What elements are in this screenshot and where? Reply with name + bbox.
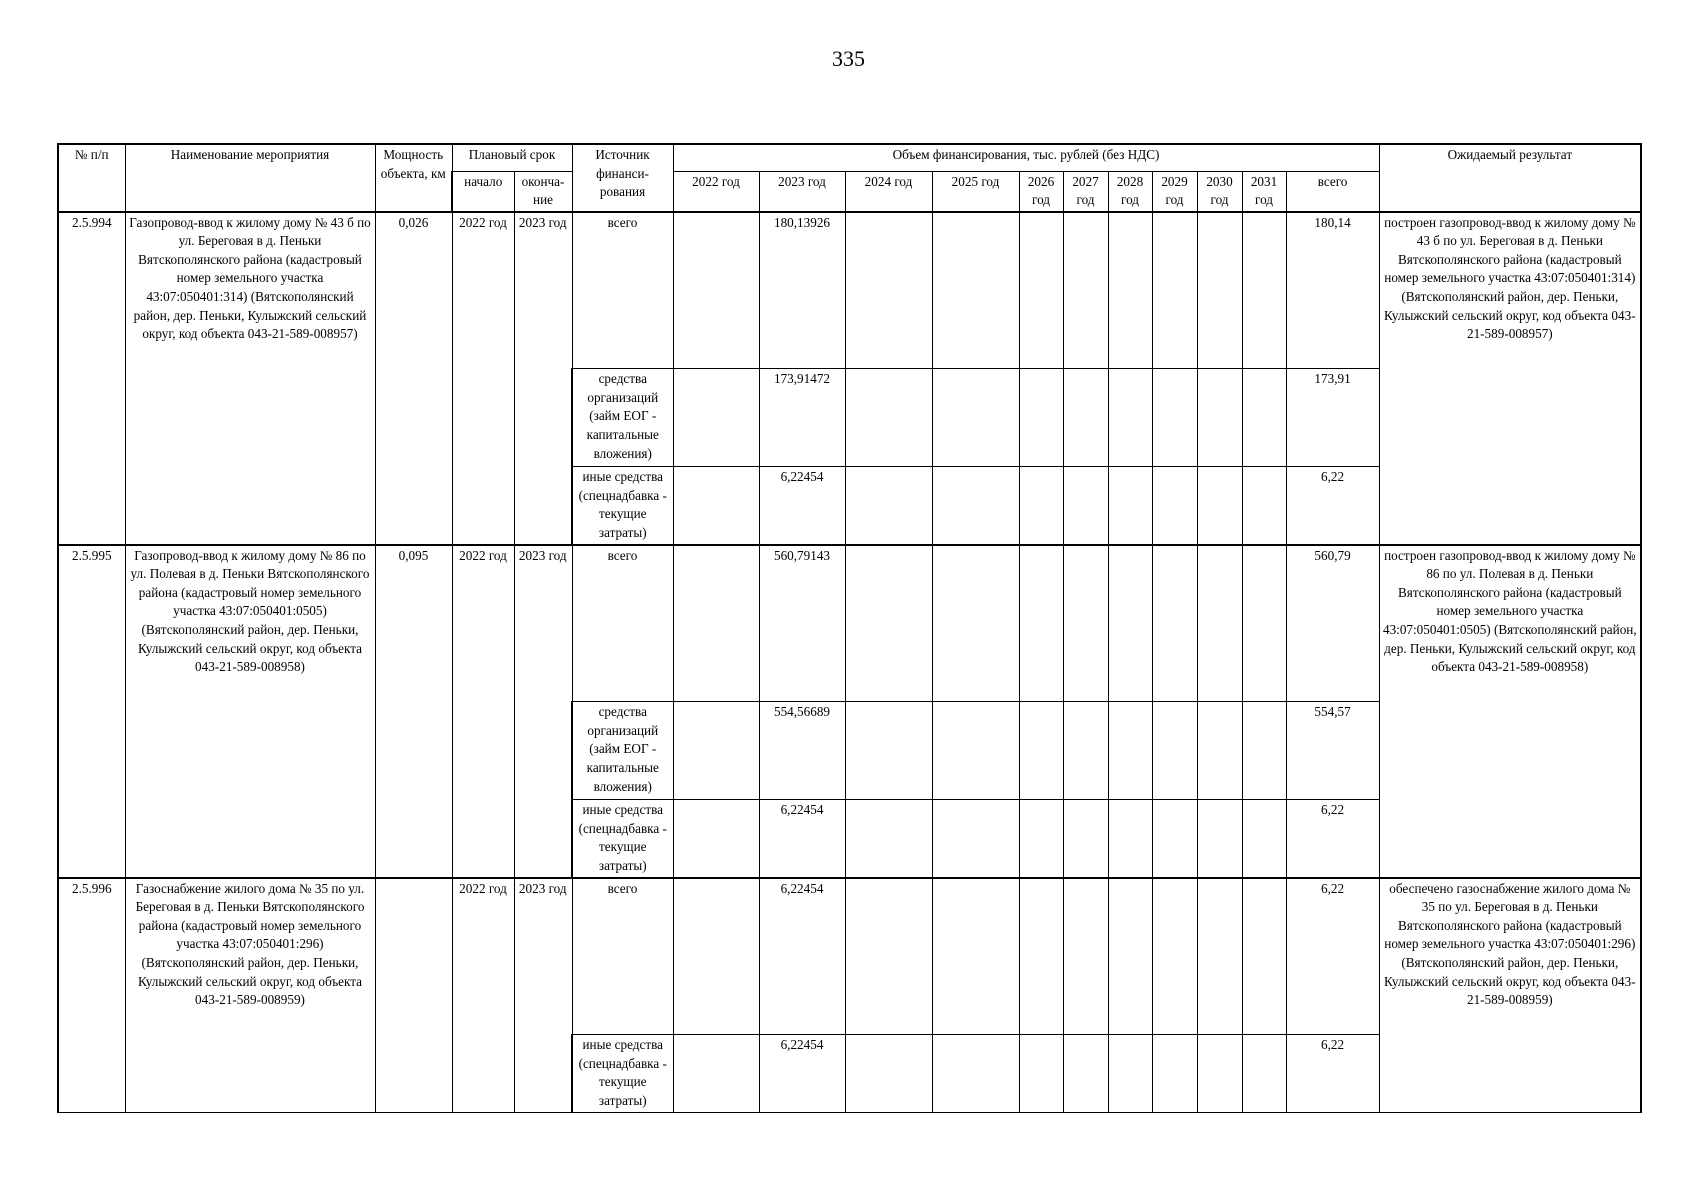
cell-2022 [673, 702, 759, 800]
cell-2025 [932, 545, 1019, 702]
header-term: Плановый срок [452, 144, 572, 171]
header-capacity: Мощность объекта, км [375, 144, 452, 212]
cell-2023: 6,22454 [759, 800, 845, 878]
cell-total: 6,22 [1286, 1035, 1379, 1113]
cell-2023: 6,22454 [759, 878, 845, 1035]
row-name: Газоснабжение жилого дома № 35 по ул. Береговая в д. Пеньки Вятскополянского района (кадастровый номер земельного участка 43:07:050401:296) (Вятскополянский район, дер. Пеньки, Кулыжский сельский округ, код объекта 043-21-589-008959) [125, 878, 375, 1113]
cell-2030 [1197, 702, 1242, 800]
header-year: 2029 год [1152, 171, 1197, 212]
row-source: иные средства (спецнадбавка - текущие затраты) [572, 467, 673, 545]
cell-2023: 180,13926 [759, 212, 845, 369]
cell-2027 [1063, 878, 1108, 1035]
cell-2023: 554,56689 [759, 702, 845, 800]
cell-2023: 173,91472 [759, 369, 845, 467]
cell-2029 [1152, 212, 1197, 369]
row-source: иные средства (спецнадбавка - текущие затраты) [572, 800, 673, 878]
row-num: 2.5.994 [58, 212, 125, 545]
cell-2022 [673, 878, 759, 1035]
row-capacity: 0,026 [375, 212, 452, 545]
header-year: 2027 год [1063, 171, 1108, 212]
header-source: Источник финанси-рования [572, 144, 673, 212]
cell-2031 [1242, 878, 1286, 1035]
row-source: всего [572, 878, 673, 1035]
cell-2030 [1197, 467, 1242, 545]
cell-2026 [1019, 212, 1063, 369]
header-year: 2023 год [759, 171, 845, 212]
cell-2025 [932, 369, 1019, 467]
cell-2029 [1152, 878, 1197, 1035]
cell-2023: 560,79143 [759, 545, 845, 702]
funding-table [57, 143, 1642, 1113]
header-year: 2025 год [932, 171, 1019, 212]
cell-2031 [1242, 800, 1286, 878]
row-start: 2022 год [452, 212, 514, 545]
cell-total: 6,22 [1286, 800, 1379, 878]
row-start: 2022 год [452, 545, 514, 878]
cell-total: 6,22 [1286, 878, 1379, 1035]
cell-2028 [1108, 545, 1152, 702]
cell-2025 [932, 1035, 1019, 1113]
row-end: 2023 год [514, 545, 572, 878]
header-name: Наименование мероприятия [125, 144, 375, 212]
cell-2028 [1108, 467, 1152, 545]
cell-2031 [1242, 545, 1286, 702]
header-year: 2030 год [1197, 171, 1242, 212]
row-result: обеспечено газоснабжение жилого дома № 35 по ул. Береговая в д. Пеньки Вятскополянского района (кадастровый номер земельного участка 43:07:050401:296) (Вятскополянский район, дер. Пеньки, Кулыжский сельский округ, код объекта 043-21-589-008959) [1379, 878, 1641, 1113]
cell-2027 [1063, 1035, 1108, 1113]
cell-2028 [1108, 212, 1152, 369]
cell-2026 [1019, 702, 1063, 800]
cell-2027 [1063, 702, 1108, 800]
cell-2022 [673, 545, 759, 702]
header-year: 2026 год [1019, 171, 1063, 212]
cell-2024 [845, 212, 932, 369]
cell-2028 [1108, 369, 1152, 467]
header-year: 2028 год [1108, 171, 1152, 212]
cell-2024 [845, 878, 932, 1035]
header-result: Ожидаемый результат [1379, 144, 1641, 212]
header-funding: Объем финансирования, тыс. рублей (без НДС) [673, 144, 1379, 171]
header-total: всего [1286, 171, 1379, 212]
row-source: всего [572, 212, 673, 369]
cell-2028 [1108, 702, 1152, 800]
cell-2024 [845, 800, 932, 878]
row-source: средства организаций (займ ЕОГ - капитальные вложения) [572, 702, 673, 800]
cell-2027 [1063, 545, 1108, 702]
cell-2029 [1152, 800, 1197, 878]
cell-2025 [932, 800, 1019, 878]
row-source: всего [572, 545, 673, 702]
cell-2029 [1152, 369, 1197, 467]
cell-2022 [673, 1035, 759, 1113]
cell-2023: 6,22454 [759, 1035, 845, 1113]
header-term-end: оконча-ние [514, 171, 572, 212]
cell-2029 [1152, 467, 1197, 545]
cell-2030 [1197, 1035, 1242, 1113]
cell-2027 [1063, 212, 1108, 369]
row-capacity: 0,095 [375, 545, 452, 878]
cell-2024 [845, 545, 932, 702]
cell-total: 180,14 [1286, 212, 1379, 369]
cell-2025 [932, 212, 1019, 369]
header-year: 2024 год [845, 171, 932, 212]
row-result: построен газопровод-ввод к жилому дому № 86 по ул. Полевая в д. Пеньки Вятскополянского района (кадастровый номер земельного участка 43:07:050401:0505) (Вятскополянский район, дер. Пеньки, Кулыжский сельский округ, код объекта 043-21-589-008958) [1379, 545, 1641, 878]
cell-2022 [673, 467, 759, 545]
cell-2024 [845, 1035, 932, 1113]
table-row [58, 212, 1641, 369]
row-name: Газопровод-ввод к жилому дому № 86 по ул. Полевая в д. Пеньки Вятскополянского района (кадастровый номер земельного участка 43:07:050401:0505) (Вятскополянский район, дер. Пеньки, Кулыжский сельский округ, код объекта 043-21-589-008958) [125, 545, 375, 878]
cell-2024 [845, 467, 932, 545]
cell-2026 [1019, 800, 1063, 878]
cell-2026 [1019, 1035, 1063, 1113]
cell-2031 [1242, 1035, 1286, 1113]
cell-2030 [1197, 369, 1242, 467]
cell-total: 554,57 [1286, 702, 1379, 800]
cell-2022 [673, 369, 759, 467]
row-num: 2.5.995 [58, 545, 125, 878]
row-source: средства организаций (займ ЕОГ - капитальные вложения) [572, 369, 673, 467]
cell-2030 [1197, 800, 1242, 878]
cell-2031 [1242, 702, 1286, 800]
row-end: 2023 год [514, 212, 572, 545]
cell-2031 [1242, 369, 1286, 467]
table-row [58, 878, 1641, 1035]
page-number: 335 [832, 46, 865, 71]
header-year: 2031 год [1242, 171, 1286, 212]
cell-2029 [1152, 1035, 1197, 1113]
cell-total: 560,79 [1286, 545, 1379, 702]
cell-2030 [1197, 545, 1242, 702]
cell-2030 [1197, 878, 1242, 1035]
cell-2030 [1197, 212, 1242, 369]
cell-2025 [932, 467, 1019, 545]
cell-2025 [932, 878, 1019, 1035]
row-capacity [375, 878, 452, 1113]
cell-2031 [1242, 467, 1286, 545]
cell-2028 [1108, 1035, 1152, 1113]
cell-2022 [673, 800, 759, 878]
row-num: 2.5.996 [58, 878, 125, 1113]
cell-2027 [1063, 800, 1108, 878]
cell-2029 [1152, 545, 1197, 702]
cell-2031 [1242, 212, 1286, 369]
header-term-start: начало [452, 171, 514, 212]
cell-2024 [845, 702, 932, 800]
cell-2026 [1019, 878, 1063, 1035]
table-row [58, 545, 1641, 702]
cell-total: 6,22 [1286, 467, 1379, 545]
row-result: построен газопровод-ввод к жилому дому № 43 б по ул. Береговая в д. Пеньки Вятскополянского района (кадастровый номер земельного участка 43:07:050401:314) (Вятскополянский район, дер. Пеньки, Кулыжский сельский округ, код объекта 043-21-589-008957) [1379, 212, 1641, 545]
row-source: иные средства (спецнадбавка - текущие затраты) [572, 1035, 673, 1113]
cell-2025 [932, 702, 1019, 800]
cell-2023: 6,22454 [759, 467, 845, 545]
cell-2022 [673, 212, 759, 369]
cell-2024 [845, 369, 932, 467]
cell-total: 173,91 [1286, 369, 1379, 467]
row-end: 2023 год [514, 878, 572, 1113]
row-name: Газопровод-ввод к жилому дому № 43 б по ул. Береговая в д. Пеньки Вятскополянского района (кадастровый номер земельного участка 43:07:050401:314) (Вятскополянский район, дер. Пеньки, Кулыжский сельский округ, код объекта 043-21-589-008957) [125, 212, 375, 545]
header-year: 2022 год [673, 171, 759, 212]
cell-2026 [1019, 369, 1063, 467]
cell-2028 [1108, 878, 1152, 1035]
cell-2026 [1019, 467, 1063, 545]
header-num: № п/п [58, 144, 125, 212]
cell-2026 [1019, 545, 1063, 702]
row-start: 2022 год [452, 878, 514, 1113]
cell-2029 [1152, 702, 1197, 800]
cell-2027 [1063, 369, 1108, 467]
cell-2028 [1108, 800, 1152, 878]
cell-2027 [1063, 467, 1108, 545]
